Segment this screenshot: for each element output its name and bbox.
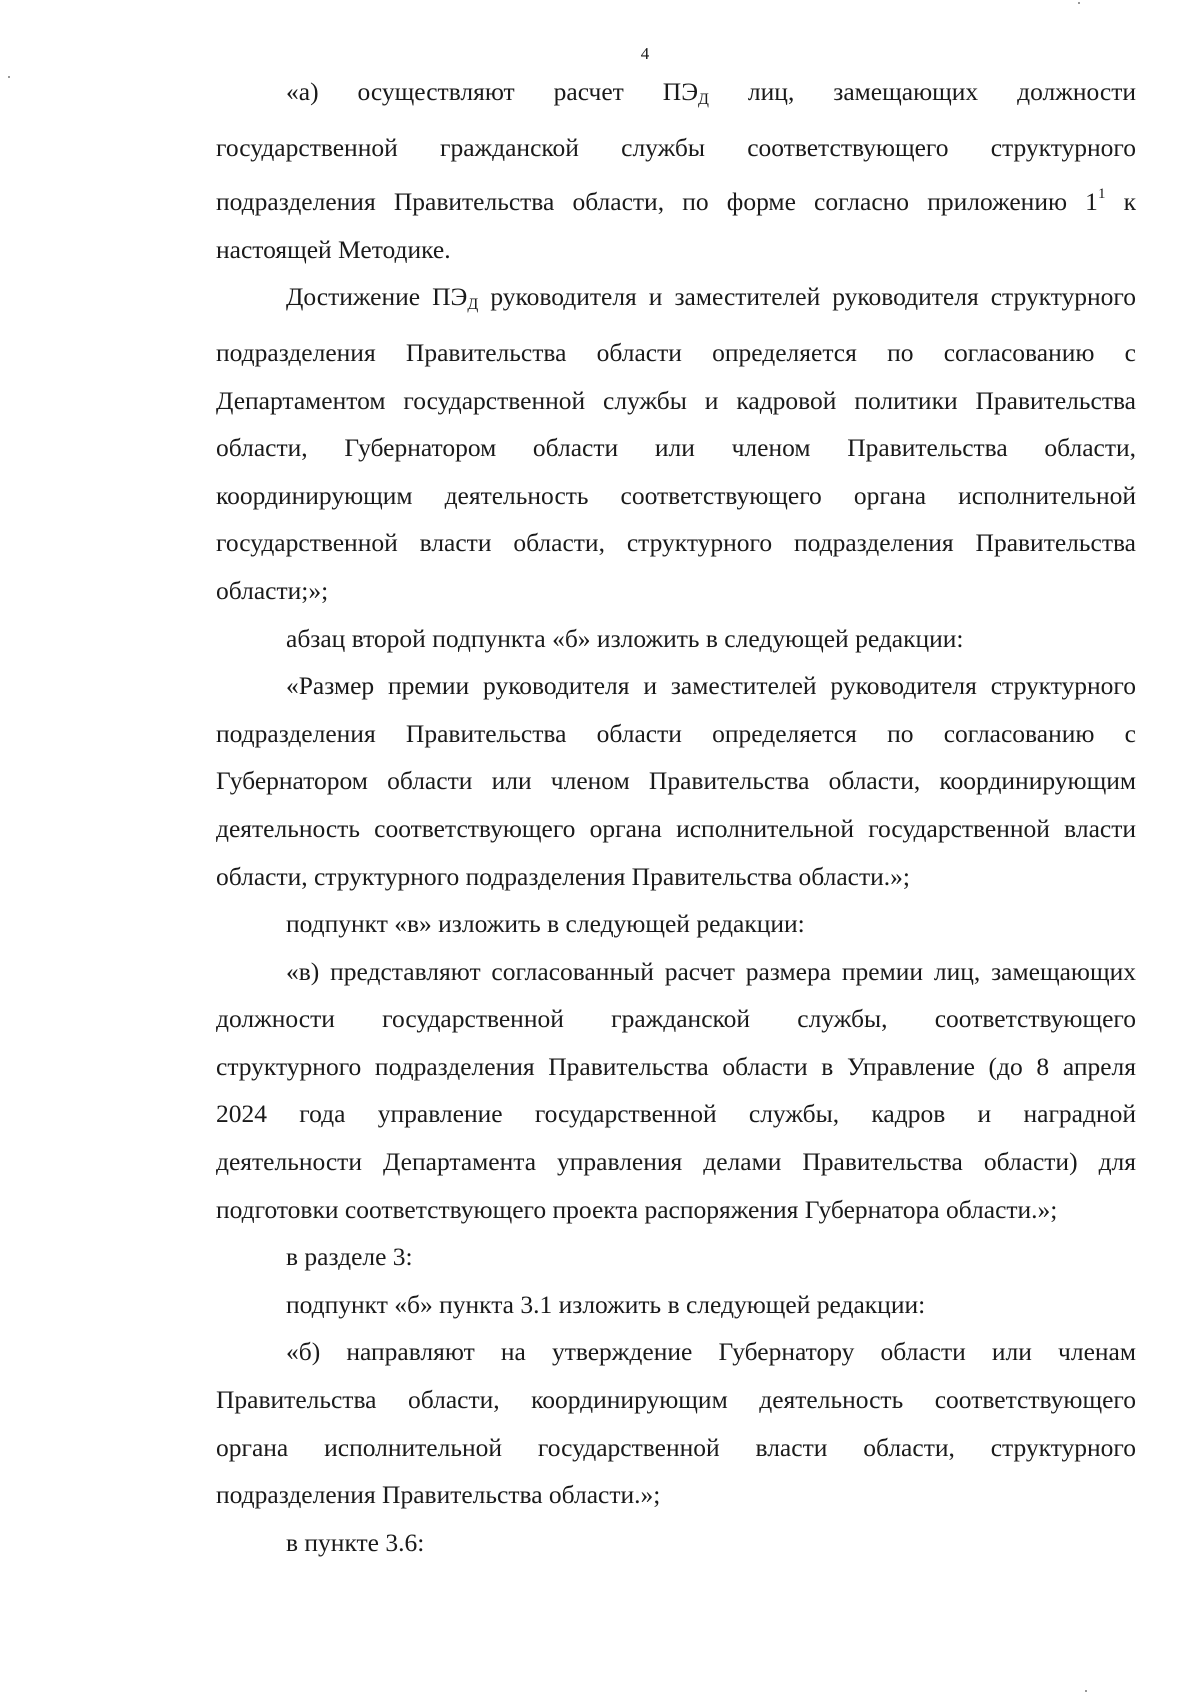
text-line: координирующим деятельность соответствующего органа исполнительной bbox=[216, 480, 1136, 510]
paragraph-instruction bbox=[146, 1281, 1136, 1329]
text-line: настоящей Методике. bbox=[216, 234, 451, 264]
page-number: 4 bbox=[640, 44, 650, 63]
text-line: Правительства области, координирующим деятельность соответствующего bbox=[216, 1385, 1136, 1415]
document-body bbox=[146, 68, 1136, 1566]
scan-speck bbox=[8, 76, 10, 78]
paragraph-b bbox=[146, 1328, 1136, 1518]
paragraph-instruction bbox=[146, 900, 1136, 948]
text-line: деятельность соответствующего органа исполнительной государственной власти bbox=[216, 813, 1136, 843]
text-line: абзац второй подпункта «б» изложить в следующей редакции: bbox=[286, 623, 964, 653]
text-line: в пункте 3.6: bbox=[286, 1527, 425, 1557]
superscript: 1 bbox=[1097, 186, 1106, 203]
subscript: Д bbox=[467, 296, 479, 314]
text-line: подготовки соответствующего проекта распоряжения Губернатора области.»; bbox=[216, 1194, 1058, 1224]
scan-speck bbox=[1085, 1690, 1087, 1692]
text-line bbox=[146, 171, 1136, 226]
text-line bbox=[146, 273, 1136, 329]
text-line: области, структурного подразделения Правительства области.»; bbox=[216, 861, 910, 891]
text-fragment: к bbox=[1105, 187, 1136, 217]
paragraph-a bbox=[146, 68, 1136, 273]
text-line: органа исполнительной государственной власти области, структурного bbox=[216, 1432, 1136, 1462]
text-line: 2024 года управление государственной службы, кадров и наградной bbox=[216, 1099, 1136, 1129]
paragraph-bonus-size bbox=[146, 662, 1136, 900]
subscript: Д bbox=[698, 91, 709, 108]
text-line bbox=[146, 68, 1136, 124]
paragraph-v bbox=[146, 948, 1136, 1234]
paragraph-achievement bbox=[146, 273, 1136, 614]
text-line: «б) направляют на утверждение Губернатору области или членам bbox=[286, 1337, 1136, 1367]
text-line: подразделения Правительства области определяется по согласованию с bbox=[216, 718, 1136, 748]
text-line: области, Губернатором области или членом Правительства области, bbox=[216, 433, 1136, 463]
text-line: в разделе 3: bbox=[286, 1242, 413, 1272]
text-line: структурного подразделения Правительства области в Управление (до 8 апреля bbox=[216, 1051, 1136, 1081]
scan-speck bbox=[1078, 2, 1080, 4]
text-line: подпункт «б» пункта 3.1 изложить в следующей редакции: bbox=[286, 1289, 926, 1319]
text-line: государственной гражданской службы соответствующего структурного bbox=[216, 132, 1136, 162]
text-fragment: руководителя и заместителей руководителя структурного bbox=[478, 282, 1136, 312]
text-fragment: Достижение ПЭ bbox=[286, 282, 468, 312]
text-fragment: «а) осуществляют расчет ПЭ bbox=[286, 77, 699, 106]
text-line: Губернатором области или членом Правительства области, координирующим bbox=[216, 766, 1136, 796]
text-line: подразделения Правительства области определяется по согласованию с bbox=[216, 337, 1136, 367]
text-line: подразделения Правительства области.»; bbox=[216, 1480, 661, 1510]
text-line: области;»; bbox=[216, 575, 329, 605]
text-line: деятельности Департамента управления делами Правительства области) для bbox=[216, 1147, 1136, 1177]
text-line: «в) представляют согласованный расчет размера премии лиц, замещающих bbox=[286, 956, 1136, 986]
paragraph-section bbox=[146, 1519, 1136, 1567]
text-line: подпункт «в» изложить в следующей редакции: bbox=[286, 909, 805, 939]
text-line: «Размер премии руководителя и заместителей руководителя структурного bbox=[286, 671, 1136, 701]
text-line: государственной власти области, структурного подразделения Правительства bbox=[216, 528, 1136, 558]
text-line: должности государственной гражданской службы, соответствующего bbox=[216, 1004, 1136, 1034]
text-fragment: подразделения Правительства области, по форме согласно приложению 1 bbox=[216, 187, 1098, 217]
paragraph-section bbox=[146, 1233, 1136, 1281]
text-line: Департаментом государственной службы и кадровой политики Правительства bbox=[216, 385, 1136, 415]
paragraph-instruction bbox=[146, 615, 1136, 663]
text-fragment: лиц, замещающих должности bbox=[708, 77, 1136, 106]
